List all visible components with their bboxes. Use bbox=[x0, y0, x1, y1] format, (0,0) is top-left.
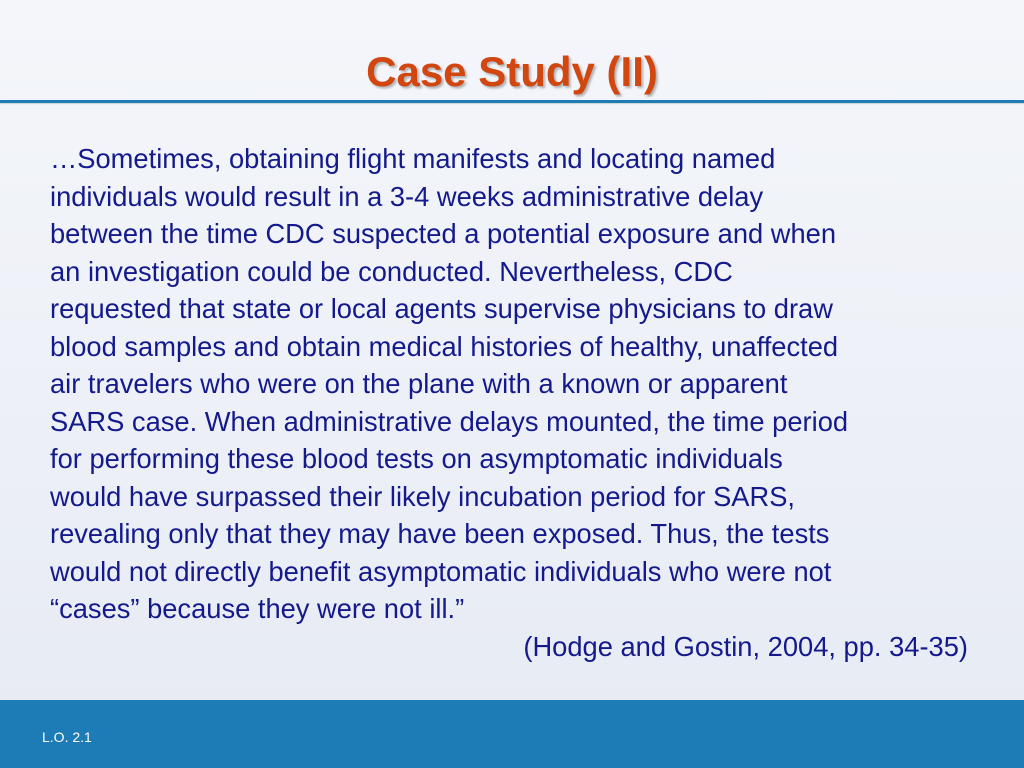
citation: (Hodge and Gostin, 2004, pp. 34-35) bbox=[523, 631, 968, 662]
slide-title: Case Study (II) bbox=[366, 48, 658, 95]
quote-line: for performing these blood tests on asymptomatic individuals bbox=[50, 443, 783, 474]
quote-line: SARS case. When administrative delays mounted, the time period bbox=[50, 405, 849, 437]
quote-line: “cases” because they were not ill.” bbox=[50, 593, 465, 624]
quote-line: …Sometimes, obtaining flight manifests and locating named bbox=[50, 143, 776, 174]
quote-line: would not directly benefit asymptomatic individuals who were not bbox=[50, 555, 832, 587]
footer-bar bbox=[0, 700, 1024, 768]
footer-learning-objective: L.O. 2.1 bbox=[42, 729, 92, 745]
quote-line: would have surpassed their likely incubation period for SARS, bbox=[50, 480, 795, 512]
quote-line: air travelers who were on the plane with a known or apparent bbox=[50, 368, 788, 399]
quote-line: individuals would result in a 3-4 weeks administrative delay bbox=[50, 180, 764, 212]
quote-body bbox=[50, 140, 975, 628]
quote-line: requested that state or local agents supervise physicians to draw bbox=[50, 293, 833, 324]
quote-line: revealing only that they may have been exposed. Thus, the tests bbox=[50, 518, 830, 549]
quote-line: between the time CDC suspected a potential exposure and when bbox=[50, 218, 837, 249]
quote-line: an investigation could be conducted. Nevertheless, CDC bbox=[50, 255, 733, 287]
quote-line: blood samples and obtain medical histories of healthy, unaffected bbox=[50, 330, 839, 362]
title-divider bbox=[0, 100, 1024, 103]
